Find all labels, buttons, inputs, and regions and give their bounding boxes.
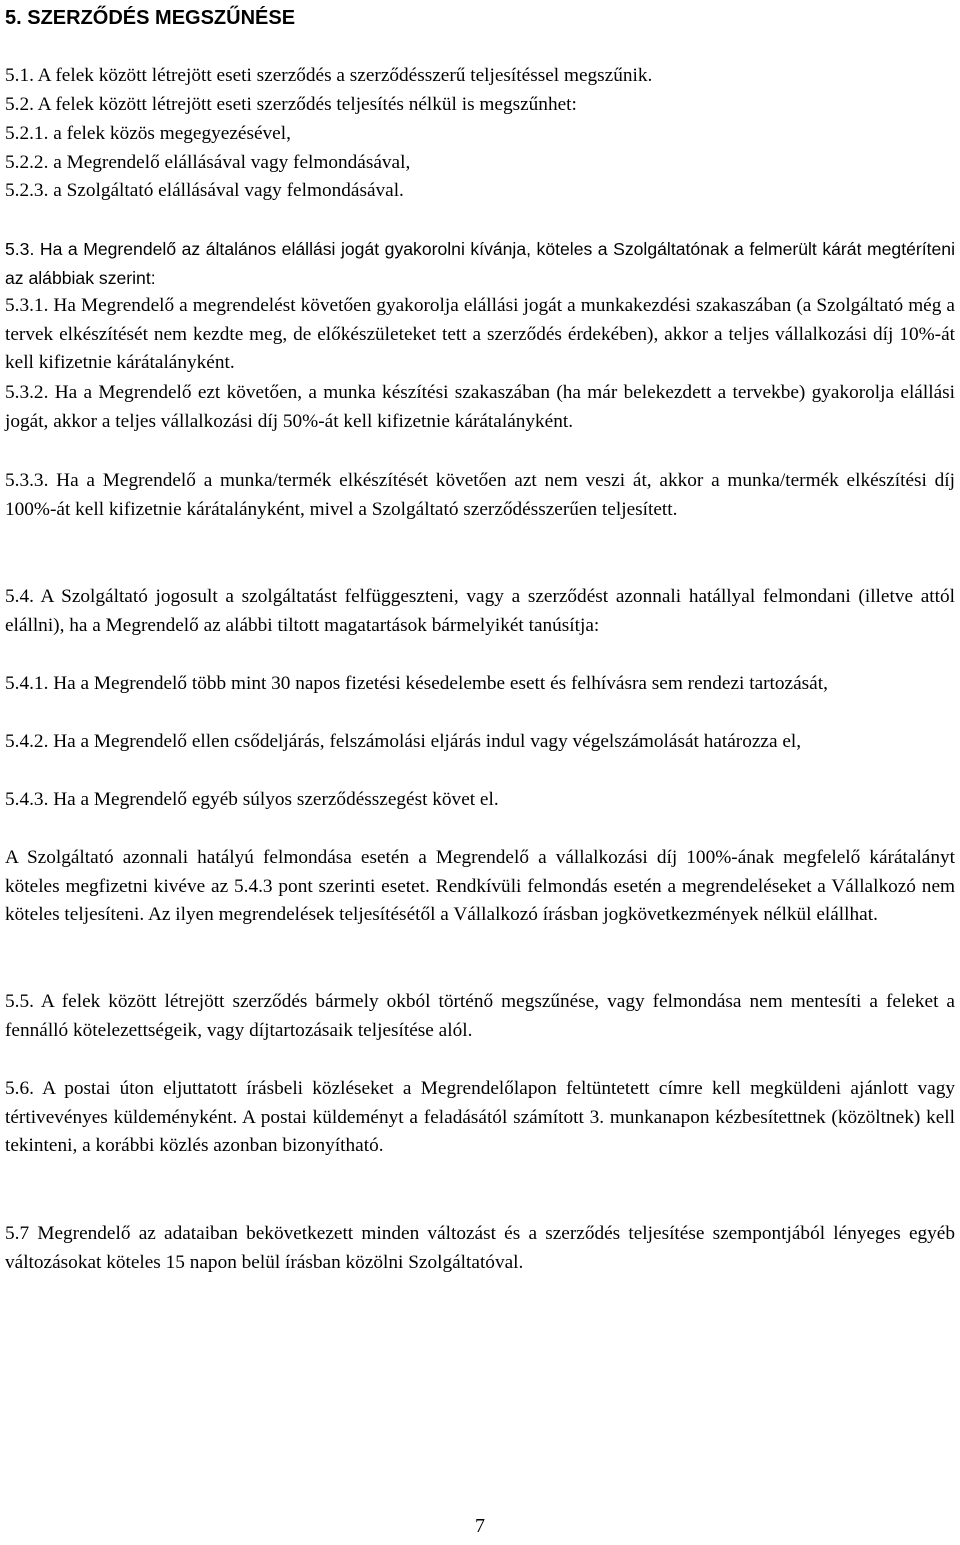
clause-5-4-3: 5.4.3. Ha a Megrendelő egyéb súlyos szerződésszegést követ el. — [5, 789, 499, 810]
clause-5-3-2: 5.3.2. Ha a Megrendelő ezt követően, a munka készítési szakaszában (ha már belekezdett a tervekbe) gyakorolja elállási jogát, akkor a teljes vállalkozási díj 50%-át kell kifizetnie kárátalányként. — [5, 382, 955, 432]
clause-5-1: 5.1. A felek között létrejött eseti szerződés a szerződésszerű teljesítéssel megszűnik. — [5, 65, 653, 86]
clause-5-4-2: 5.4.2. Ha a Megrendelő ellen csődeljárás, felszámolási eljárás indul vagy végelszámolását határozza el, — [5, 731, 802, 752]
immediate-termination-paragraph: A Szolgáltató azonnali hatályú felmondása esetén a Megrendelő a vállalkozási díj 100%-ának megfelelő kárátalányt köteles megfizetni kivéve az 5.4.3 pont szerinti esetet. Rendkívüli felmondás esetén a megrendeléseket a Vállalkozó nem köteles teljesíteni. Az ilyen megrendelések teljesítésétől a Vállalkozó írásban jogkövetkezmények nélkül elállhat. — [5, 847, 955, 926]
clause-5-2-3: 5.2.3. a Szolgáltató elállásával vagy felmondásával. — [5, 180, 404, 201]
clause-5-5: 5.5. A felek között létrejött szerződés bármely okból történő megszűnése, vagy felmondása nem mentesíti a feleket a fennálló kötelezettségeik, vagy díjtartozásaik teljesítése alól. — [5, 991, 955, 1041]
section-heading: 5. SZERZŐDÉS MEGSZŰNÉSE — [5, 7, 296, 29]
clause-5-3-3: 5.3.3. Ha a Megrendelő a munka/termék elkészítését követően azt nem veszi át, akkor a munka/termék elkészítési díj 100%-át kell kifizetnie kárátalányként, mivel a Szolgáltató szerződésszerűen teljesített. — [5, 470, 955, 520]
clause-5-2-2: 5.2.2. a Megrendelő elállásával vagy felmondásával, — [5, 152, 411, 173]
clause-5-3-1: 5.3.1. Ha Megrendelő a megrendelést követően gyakorolja elállási jogát a munkakezdési szakaszában (a Szolgáltató még a tervek elkészítését nem kezdte meg, de előkészületeket tett a szerződés érdekében), akkor a teljes vállalkozási díj 10%-át kell kifizetnie kárátalányként. — [5, 295, 955, 374]
clause-5-4: 5.4. A Szolgáltató jogosult a szolgáltatást felfüggeszteni, vagy a szerződést azonnali hatállyal felmondani (illetve attól elállni), ha a Megrendelő az alábbi tiltott magatartások bármelyikét tanúsítja: — [5, 586, 955, 636]
clause-5-2: 5.2. A felek között létrejött eseti szerződés teljesítés nélkül is megszűnhet: — [5, 94, 577, 115]
clause-5-3: 5.3. Ha a Megrendelő az általános elállási jogát gyakorolni kívánja, köteles a Szolgáltatónak a felmerült kárát megtéríteni az alábbiak szerint: — [5, 239, 955, 288]
clause-5-2-1: 5.2.1. a felek közös megegyezésével, — [5, 123, 291, 144]
page-number: 7 — [475, 1515, 485, 1537]
clause-5-4-1: 5.4.1. Ha a Megrendelő több mint 30 napos fizetési késedelembe esett és felhívásra sem rendezi tartozását, — [5, 673, 828, 694]
clause-5-7: 5.7 Megrendelő az adataiban bekövetkezett minden változást és a szerződés teljesítése szempontjából lényeges egyéb változásokat köteles 15 napon belül írásban közölni Szolgáltatóval. — [5, 1223, 955, 1273]
clause-5-6: 5.6. A postai úton eljuttatott írásbeli közléseket a Megrendelőlapon feltüntetett címre kell megküldeni ajánlott vagy tértivevényes küldeményként. A postai küldeményt a feladásától számított 3. munkanapon kézbesítettnek (közöltnek) kell tekinteni, a korábbi közlés azonban bizonyítható. — [5, 1078, 955, 1157]
